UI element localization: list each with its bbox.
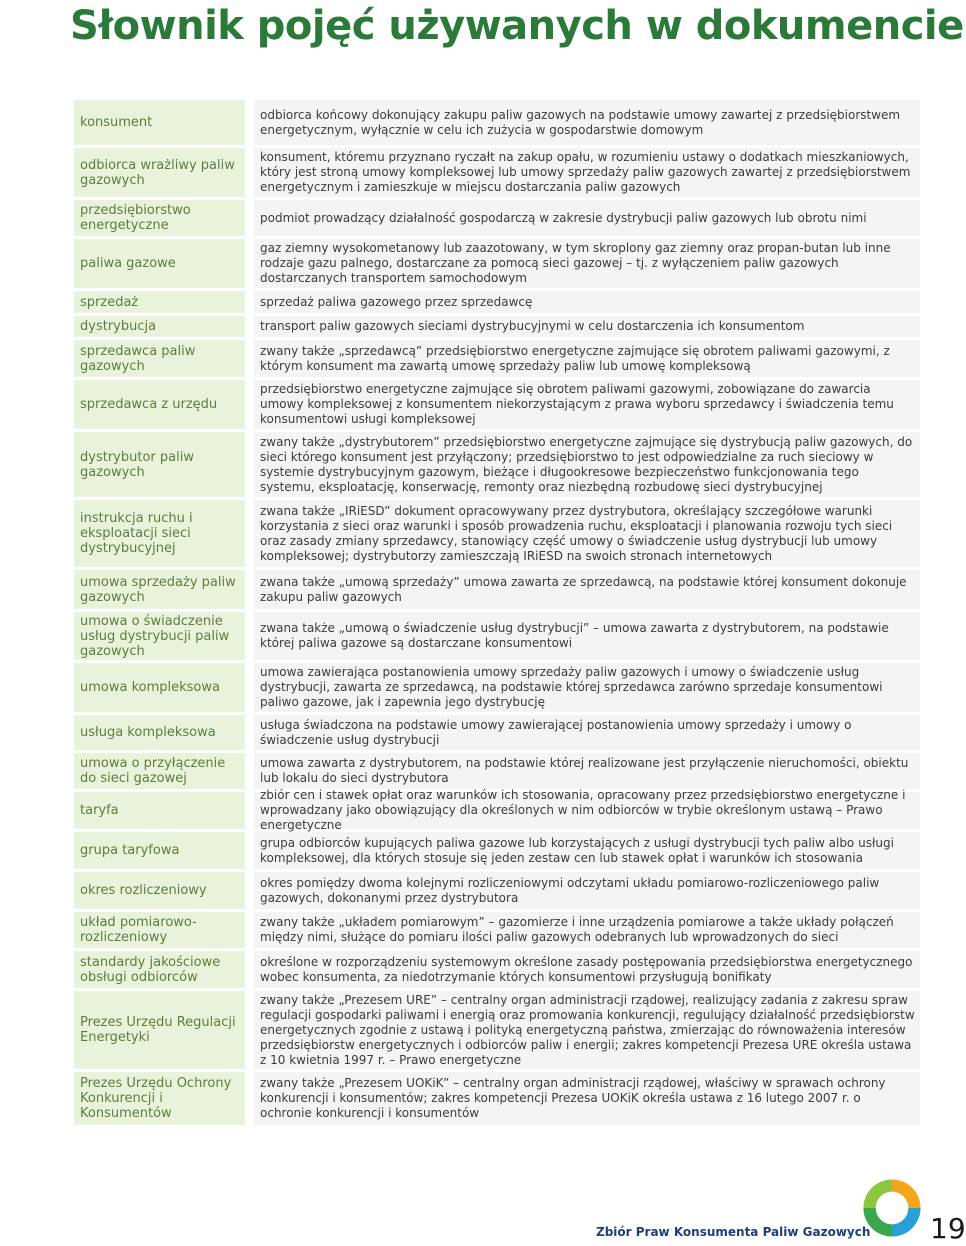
glossary-definition: zwany także „sprzedawcą” przedsiębiorstwo energetyczne zajmujące się obrotem paliwami gazowymi, z którym konsument ma zawartą umowę sprzedaży paliw lub umowę kompleksową xyxy=(254,340,920,380)
glossary-row xyxy=(74,663,920,715)
glossary-definition: usługa świadczona na podstawie umowy zawierającej postanowienia umowy sprzedaży i umowy o świadczenie usług dystrybucji xyxy=(254,715,920,753)
glossary-row xyxy=(74,951,920,991)
glossary-definition: zwana także „IRiESD” dokument opracowywany przez dystrybutora, określający szczegółowe warunki korzystania z sieci oraz warunki i sposób prowadzenia ruchu, eksploatacji i planowania rozwoju tych sieci oraz zasady zmiany sprzedawcy, stanowiący część umowy o świadczenie usług dystrybucji lub umowy kompleksowej; dystrybutorzy zamieszczają IRiESD na swoich stronach internetowych xyxy=(254,500,920,570)
glossary-definition: określone w rozporządzeniu systemowym określone zasady postępowania przedsiębiorstwa energetycznego wobec konsumenta, za niedotrzymanie których konsumentowi przysługują bonifikaty xyxy=(254,951,920,991)
glossary-term: grupa taryfowa xyxy=(74,832,245,872)
glossary-term: usługa kompleksowa xyxy=(74,715,245,753)
glossary-row xyxy=(74,291,920,316)
glossary-term: umowa kompleksowa xyxy=(74,663,245,715)
glossary-term: umowa o świadczenie usług dystrybucji paliw gazowych xyxy=(74,612,245,663)
glossary-term: sprzedawca paliw gazowych xyxy=(74,340,245,380)
glossary-definition: sprzedaż paliwa gazowego przez sprzedawcę xyxy=(254,291,920,316)
glossary-term: okres rozliczeniowy xyxy=(74,872,245,912)
glossary-row xyxy=(74,200,920,239)
glossary-term: dystrybutor paliw gazowych xyxy=(74,432,245,500)
glossary-definition: okres pomiędzy dwoma kolejnymi rozliczeniowymi odczytami układu pomiarowo-rozliczeniowego paliw gazowych, dokonanymi przez dystrybutora xyxy=(254,872,920,912)
glossary-definition: zwany także „układem pomiarowym” – gazomierze i inne urządzenia pomiarowe a także układy połączeń między nimi, służące do pomiaru ilości paliw gazowych odebranych lub wprowadzonych do sieci xyxy=(254,912,920,951)
glossary-term: paliwa gazowe xyxy=(74,239,245,291)
glossary-row xyxy=(74,753,920,792)
glossary-definition: grupa odbiorców kupujących paliwa gazowe lub korzystających z usługi dystrybucji tych paliw albo usługi kompleksowej, dla których stosuje się jeden zestaw cen lub stawek opłat i warunków ich stosowania xyxy=(254,832,920,872)
glossary-definition: konsument, któremu przyznano ryczałt na zakup opału, w rozumieniu ustawy o dodatkach mieszkaniowych, który jest stroną umowy kompleksowej lub umowy sprzedaży paliw gazowych zawartej z przedsiębiorstwem energetycznym i zamieszkuje w miejscu dostarczania paliw gazowych xyxy=(254,148,920,200)
glossary-definition: przedsiębiorstwo energetyczne zajmujące się obrotem paliwami gazowymi, zobowiązane do zawarcia umowy kompleksowej z konsumentem niekorzystającym z prawa wyboru sprzedawcy i świadczenia temu konsumentowi usługi kompleksowej xyxy=(254,380,920,432)
glossary-term: umowa o przyłączenie do sieci gazowej xyxy=(74,753,245,792)
glossary-term: standardy jakościowe obsługi odbiorców xyxy=(74,951,245,991)
glossary-term: Prezes Urzędu Regulacji Energetyki xyxy=(74,991,245,1072)
glossary-row xyxy=(74,380,920,432)
glossary-term: odbiorca wrażliwy paliw gazowych xyxy=(74,148,245,200)
glossary-row xyxy=(74,500,920,570)
glossary-row xyxy=(74,100,920,148)
glossary-definition: zwany także „Prezesem UOKiK” – centralny organ administracji rządowej, właściwy w sprawach ochrony konkurencji i konsumentów; zakres kompetencji Prezesa UOKiK określa ustawa z 16 lutego 2007 r. o ochronie konkurencji i konsumentów xyxy=(254,1072,920,1128)
glossary-definition: podmiot prowadzący działalność gospodarczą w zakresie dystrybucji paliw gazowych lub obrotu nimi xyxy=(254,200,920,239)
glossary-term: sprzedaż xyxy=(74,291,245,316)
glossary-definition: umowa zawierająca postanowienia umowy sprzedaży paliw gazowych i umowy o świadczenie usług dystrybucji, zawarta ze sprzedawcą, na podstawie której sprzedawca zarówno sprzedaje konsumentowi paliwo gazowe, jak i zapewnia jego dystrybucję xyxy=(254,663,920,715)
glossary-definition: zbiór cen i stawek opłat oraz warunków ich stosowania, opracowany przez przedsiębiorstwo energetyczne i wprowadzany jako obowiązujący dla określonych w nim odbiorców w trybie określonym ustawą – Prawo energetyczne xyxy=(254,792,920,832)
glossary-term: sprzedawca z urzędu xyxy=(74,380,245,432)
glossary-row xyxy=(74,788,920,832)
glossary-row xyxy=(74,340,920,380)
page-number: 19 xyxy=(930,1212,966,1245)
glossary-row xyxy=(74,432,920,500)
glossary-definition: zwany także „dystrybutorem” przedsiębiorstwo energetyczne zajmujące się dystrybucją paliw gazowych, do sieci którego konsument jest przyłączony; przedsiębiorstwo to jest odpowiedzialne za ruch sieciowy w systemie dystrybucyjnym gazowym, bieżące i długookresowe bezpieczeństwo funkcjonowania tego systemu, eksploatację, konserwację, remonty oraz niezbędną rozbudowę sieci dystrybucyjnej xyxy=(254,432,920,500)
glossary-term: układ pomiarowo-rozliczeniowy xyxy=(74,912,245,951)
glossary-definition: gaz ziemny wysokometanowy lub zaazotowany, w tym skroplony gaz ziemny oraz propan-butan lub inne rodzaje gazu palnego, dostarczane za pomocą sieci gazowej – tj. z wyłączeniem paliw gazowych dostarczanych transportem samochodowym xyxy=(254,239,920,291)
publisher-logo xyxy=(858,1174,926,1242)
page-title: Słownik pojęć używanych w dokumencie xyxy=(70,3,964,49)
publication-title: Zbiór Praw Konsumenta Paliw Gazowych xyxy=(596,1225,871,1239)
glossary-row xyxy=(74,991,920,1072)
glossary-term: umowa sprzedaży paliw gazowych xyxy=(74,570,245,612)
glossary-row xyxy=(74,148,920,200)
glossary-definition: odbiorca końcowy dokonujący zakupu paliw gazowych na podstawie umowy zawartej z przedsiębiorstwem energetycznym, wyłącznie w celu ich zużycia w gospodarstwie domowym xyxy=(254,100,920,148)
glossary-row xyxy=(74,316,920,340)
glossary-term: taryfa xyxy=(74,792,245,832)
glossary-row xyxy=(74,832,920,872)
glossary-row xyxy=(74,715,920,753)
glossary-definition: zwana także „umową sprzedaży” umowa zawarta ze sprzedawcą, na podstawie której konsument dokonuje zakupu paliw gazowych xyxy=(254,570,920,612)
glossary-term: instrukcja ruchu i eksploatacji sieci dystrybucyjnej xyxy=(74,500,245,570)
glossary-row xyxy=(74,872,920,912)
glossary-term: Prezes Urzędu Ochrony Konkurencji i Konsumentów xyxy=(74,1072,245,1128)
glossary-row xyxy=(74,570,920,612)
glossary-term: konsument xyxy=(74,100,245,148)
glossary-table xyxy=(74,100,920,1128)
glossary-definition: zwany także „Prezesem URE” – centralny organ administracji rządowej, realizujący zadania z zakresu spraw regulacji gospodarki paliwami i energią oraz promowania konkurencji, regulujący działalność przedsiębiorstw energetycznych zgodnie z ustawą i polityką energetyczną państwa, zmierzając do równoważenia interesów przedsiębiorstw energetycznych i odbiorców paliw i energii; zakres kompetencji Prezesa URE określa ustawa z 10 kwietnia 1997 r. – Prawo energetyczne xyxy=(254,991,920,1072)
glossary-definition: umowa zawarta z dystrybutorem, na podstawie której realizowane jest przyłączenie nieruchomości, obiektu lub lokalu do sieci dystrybutora xyxy=(254,753,920,792)
glossary-term: przedsiębiorstwo energetyczne xyxy=(74,200,245,239)
glossary-term: dystrybucja xyxy=(74,316,245,340)
glossary-row xyxy=(74,1072,920,1128)
glossary-definition: zwana także „umową o świadczenie usług dystrybucji” – umowa zawarta z dystrybutorem, na podstawie której paliwa gazowe są dostarczane konsumentowi xyxy=(254,612,920,663)
glossary-row xyxy=(74,912,920,951)
glossary-row xyxy=(74,612,920,663)
glossary-row xyxy=(74,239,920,291)
glossary-definition: transport paliw gazowych sieciami dystrybucyjnymi w celu dostarczenia ich konsumentom xyxy=(254,316,920,340)
